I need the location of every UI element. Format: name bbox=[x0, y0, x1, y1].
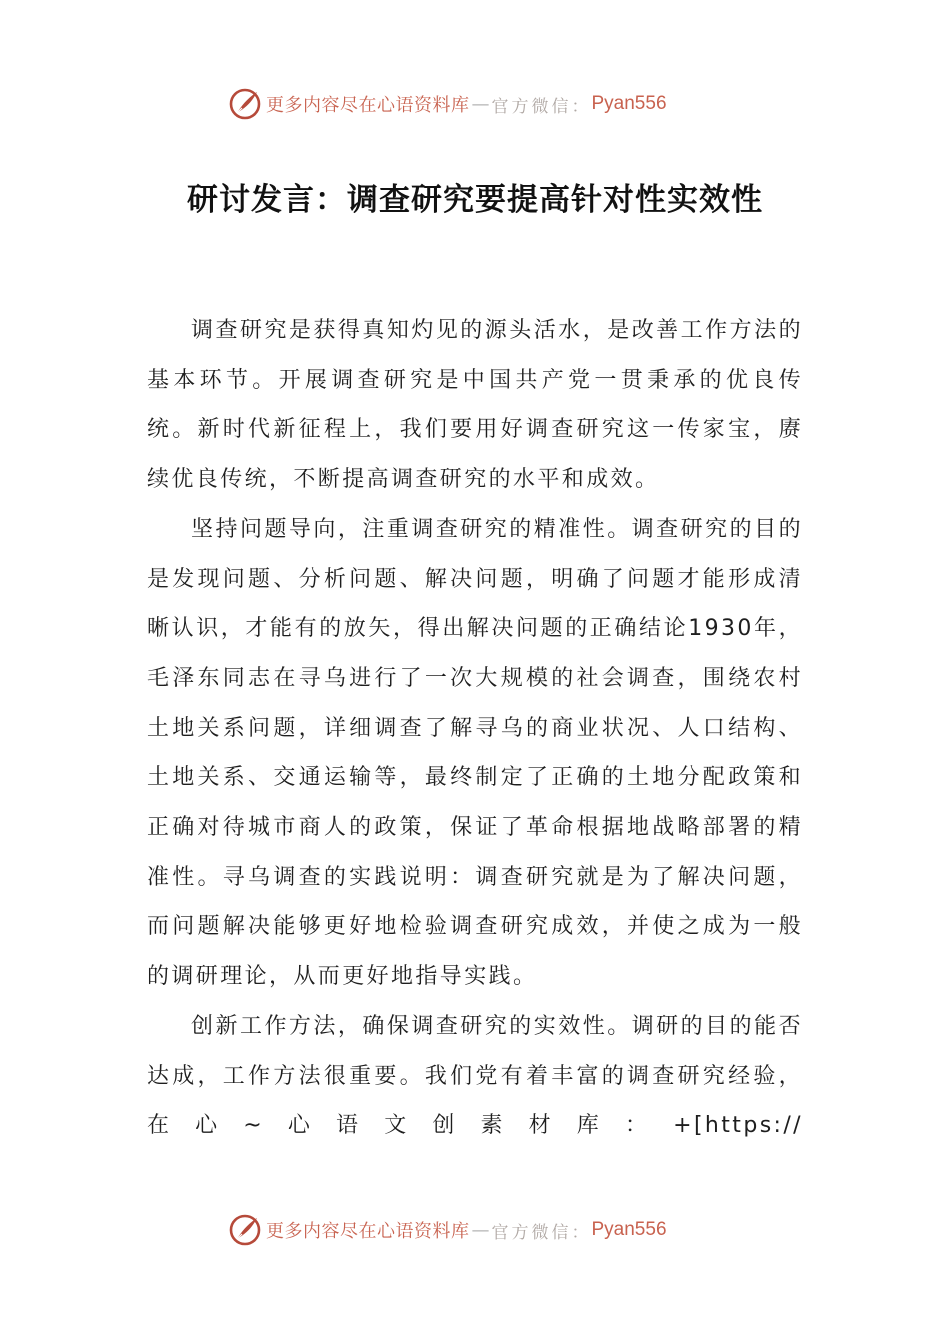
banner-separator: — bbox=[471, 93, 490, 115]
banner-separator: — bbox=[471, 1219, 490, 1241]
quill-logo-icon bbox=[228, 87, 262, 121]
banner-wechat-id: Pyan556 bbox=[591, 93, 667, 114]
banner-text: 更多内容尽在心语资料库 bbox=[266, 1221, 470, 1242]
footer-watermark-banner bbox=[228, 1212, 748, 1248]
document-body bbox=[147, 306, 803, 1151]
quill-logo-icon bbox=[228, 1213, 262, 1247]
banner-wechat-id: Pyan556 bbox=[591, 1219, 667, 1240]
header-watermark-banner bbox=[228, 86, 748, 122]
banner-text: 更多内容尽在心语资料库 bbox=[266, 95, 470, 116]
banner-wechat-label: 官方微信： bbox=[491, 96, 592, 117]
banner-wechat-label: 官方微信： bbox=[491, 1222, 592, 1243]
document-title: 研讨发言：调查研究要提高针对性实效性 bbox=[187, 182, 763, 218]
body-paragraph-2: 坚持问题导向，注重调查研究的精准性。调查研究的目的是发现问题、分析问题、解决问题，明确了问题才能形成清晰认识，才能有的放矢，得出解决问题的正确结论1930年，毛泽东同志在寻乌进行了一次大规模的社会调查，围绕农村土地关系问题，详细调查了解寻乌的商业状况、人口结构、土地关系、交通运输等，最终制定了正确的土地分配政策和正确对待城市商人的政策，保证了革命根据地战略部署的精准性。寻乌调查的实践说明：调查研究就是为了解决问题，而问题解决能够更好地检验调查研究成效，并使之成为一般的调研理论，从而更好地指导实践。 bbox=[147, 516, 803, 990]
body-paragraph-3: 创新工作方法，确保调查研究的实效性。调研的目的能否达成，工作方法很重要。我们党有着丰富的调查研究经验，在心~心语文创素材库：+[https:// bbox=[147, 1013, 803, 1139]
body-paragraph-1: 调查研究是获得真知灼见的源头活水，是改善工作方法的基本环节。开展调查研究是中国共产党一贯秉承的优良传统。新时代新征程上，我们要用好调查研究这一传家宝，赓续优良传统，不断提高调查研究的水平和成效。 bbox=[147, 318, 803, 493]
